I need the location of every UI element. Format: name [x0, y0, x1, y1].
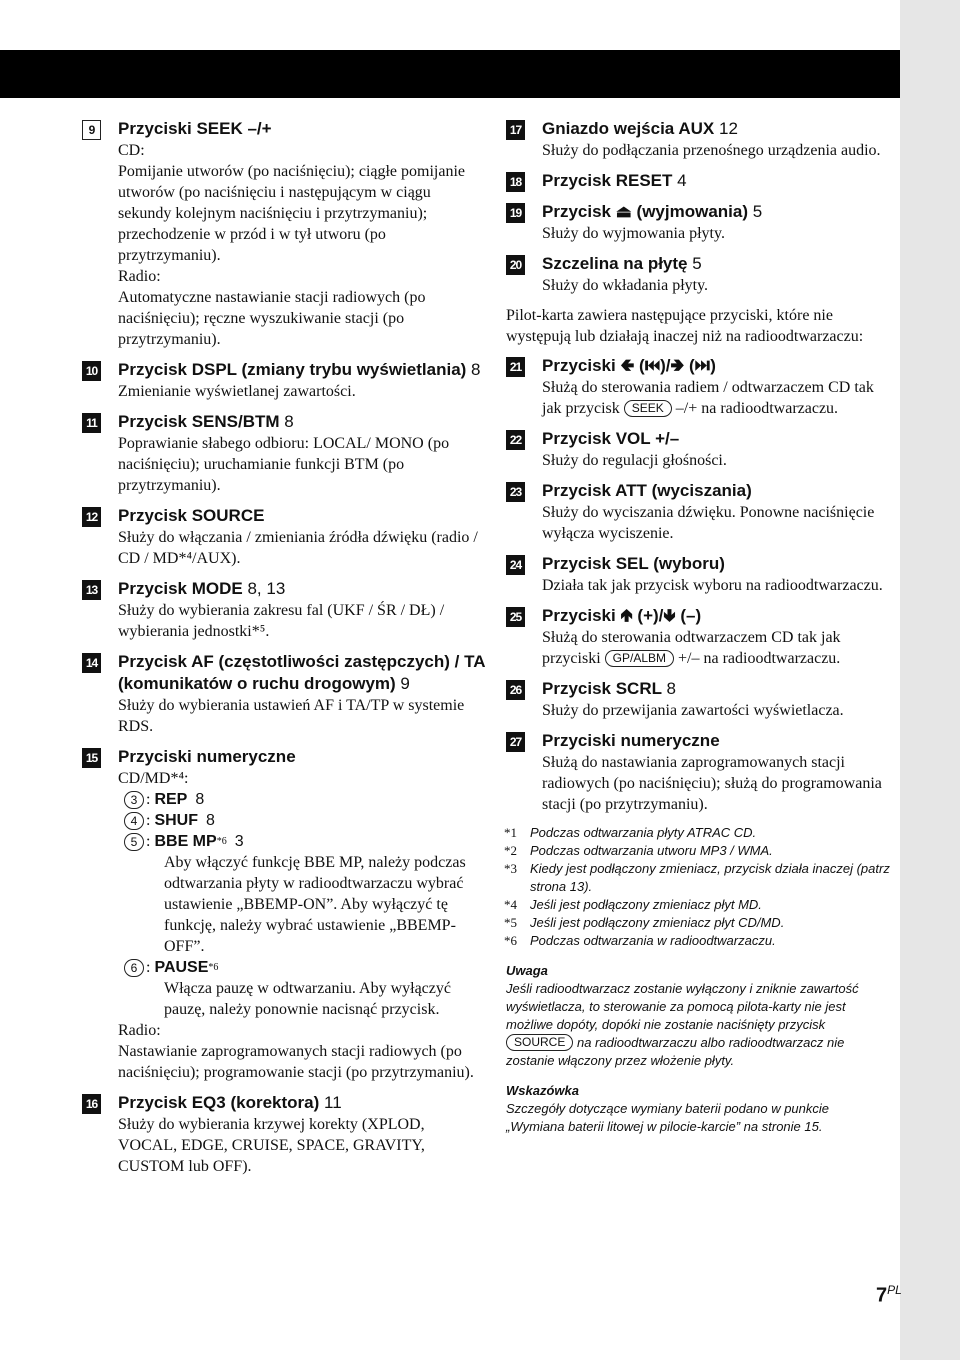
- item-title: Przyciski 🢁 (+)/🢃 (–): [542, 606, 702, 625]
- item-14: [82, 651, 487, 737]
- item-title: Przyciski 🢀 (⏮)/🢂 (⏭): [542, 356, 716, 375]
- next-track-icon: ⏭: [694, 356, 711, 375]
- item-text: Służy do wybierania krzywej korekty (XPLOD, VOCAL, EDGE, CRUISE, SPACE, GRAVITY, CUSTOM lub OFF).: [118, 1116, 425, 1175]
- left-column: [82, 118, 487, 1186]
- item-23: [506, 480, 891, 544]
- item-text: Służy do wkładania płyty.: [542, 277, 709, 294]
- sub-item-6: 6 : PAUSE *6 Włącza pauzę w odtwarzaniu. Aby wyłączyć pauzę, należy ponownie nacisnąć przycisk.: [124, 957, 487, 1020]
- side-tab: [900, 0, 960, 1360]
- key-6-icon: 6: [124, 959, 144, 977]
- sub-item-5: 5 : BBE MP *6 3 Aby włączyć funkcję BBE MP, należy podczas odtwarzania płyty w radioodtwarzaczu wybrać ustawienie „BBEMP-ON”. Aby wyłączyć tę funkcję, należy wybrać ustawienie „BBEMP-OFF”.: [124, 831, 487, 957]
- sub-label: BBE MP: [154, 833, 217, 850]
- item-text: Służą do nastawiania zaprogramowanych stacji radiowych (po naciśnięciu); służą do programowania stacji (po przytrzymaniu).: [542, 754, 882, 813]
- item-text: Służy do regulacji głośności.: [542, 452, 727, 469]
- section-label: CD:: [118, 142, 145, 159]
- item-17: [506, 118, 891, 161]
- item-title-text: Przycisk RESET: [542, 171, 673, 190]
- item-27: [506, 730, 891, 815]
- item-number: 11: [82, 413, 101, 433]
- item-19: [506, 201, 891, 244]
- item-9: [82, 118, 487, 350]
- item-16: [82, 1092, 487, 1177]
- item-text: Działa tak jak przycisk wyboru na radioodtwarzaczu.: [542, 577, 883, 594]
- key-4-icon: 4: [124, 812, 144, 830]
- item-title: [542, 201, 891, 223]
- page-number: $7^{PL}$: [876, 1283, 902, 1307]
- item-title-text: (wyjmowania): [636, 202, 748, 221]
- sub-label: PAUSE: [154, 959, 209, 976]
- item-20: [506, 253, 891, 296]
- item-24: [506, 553, 891, 596]
- section-label: CD/MD*⁴:: [118, 770, 189, 787]
- item-number: 25: [506, 607, 525, 627]
- item-text: Automatyczne nastawianie stacji radiowych (po naciśnięciu); ręczne wyszukiwanie stacji (po przytrzymaniu).: [118, 289, 426, 348]
- page-ref: 8: [195, 791, 205, 808]
- prev-track-icon: ⏮: [644, 356, 661, 375]
- item-text: Poprawianie słabego odbioru: LOCAL/ MONO (po naciśnięciu); uruchamianie funkcji BTM (po przytrzymaniu).: [118, 435, 450, 494]
- arrow-up-icon: 🢁: [620, 606, 633, 625]
- item-title: Przyciski numeryczne: [542, 731, 720, 750]
- item-title: [118, 578, 487, 600]
- item-title: [542, 170, 891, 192]
- arrow-right-icon: 🢂: [670, 356, 685, 375]
- item-13: [82, 578, 487, 642]
- item-number: 27: [506, 732, 525, 752]
- item-title-text: Przycisk SCRL: [542, 679, 662, 698]
- eject-icon: ⏏: [615, 202, 632, 221]
- tip-text: Szczegóły dotyczące wymiany baterii podano w punkcie „Wymiana baterii litowej w pilocie-karcie” na stronie 15.: [506, 1101, 830, 1134]
- item-11: [82, 411, 487, 496]
- item-number: 15: [82, 748, 101, 768]
- footnote: *2 Podczas odtwarzania utworu MP3 / WMA.: [504, 843, 773, 858]
- item-number: 23: [506, 482, 525, 502]
- arrow-down-icon: 🢃: [663, 606, 676, 625]
- section-label: Radio:: [118, 268, 161, 285]
- item-title: Przyciski SEEK –/+: [118, 119, 272, 138]
- item-text: Pomijanie utworów (po naciśnięciu); ciągłe pomijanie utworów (po naciśnięciu i następującym w ciągu sekundy kolejnym naciśnięciu i przytrzymaniu); przechodzenie w przód i w tył utworu (po przytrzymaniu).: [118, 163, 466, 264]
- gp-albm-button-icon: GP/ALBM: [605, 650, 674, 667]
- note-text: Jeśli radioodtwarzacz zostanie wyłączony i zniknie zawartość wyświetlacza, to sterowanie za pomocą pilota-karty nie jest możliwe dopóty, dopóki nie zostanie naciśnięty przycisk SOURCE na radioodtwarzaczu albo radioodtwarzacz nie zostanie włączony przez włożenie płyty.: [506, 981, 859, 1068]
- item-text: Zmienianie wyświetlanej zawartości.: [118, 383, 356, 400]
- item-text: Służą do sterowania radiem / odtwarzaczem CD tak jak przycisk SEEK –/+ na radioodtwarzaczu.: [542, 379, 874, 417]
- item-10: [82, 359, 487, 402]
- item-text: Służy do wyciszania dźwięku. Ponowne naciśnięcie wyłącza wyciszenie.: [542, 504, 875, 542]
- item-text: Służy do przewijania zawartości wyświetlacza.: [542, 702, 844, 719]
- page-ref: 8: [471, 360, 481, 379]
- item-number: 21: [506, 357, 525, 377]
- item-text: Służy do podłączania przenośnego urządzenia audio.: [542, 142, 881, 159]
- note-heading: Uwaga: [506, 963, 548, 978]
- item-number: 10: [82, 361, 101, 381]
- page-ref: 3: [234, 833, 244, 850]
- item-title: [542, 678, 891, 700]
- footnotes: [506, 824, 891, 950]
- item-text: Służy do wybierania zakresu fal (UKF / ŚR / DŁ) / wybierania jednostki*⁵.: [118, 602, 445, 640]
- item-26: [506, 678, 891, 721]
- page-ref: 5: [692, 254, 702, 273]
- page-suffix: PL: [887, 1283, 902, 1297]
- item-title: Przyciski numeryczne: [118, 747, 296, 766]
- item-title: [118, 1092, 487, 1114]
- page-ref: 4: [677, 171, 687, 190]
- page-ref: 8: [284, 412, 294, 431]
- page-ref: 5: [752, 202, 763, 221]
- item-25: [506, 605, 891, 669]
- item-number: 24: [506, 555, 525, 575]
- item-title: [542, 253, 891, 275]
- item-22: [506, 428, 891, 471]
- intro-paragraph: Pilot-karta zawiera następujące przyciski, które nie występują lub działają inaczej niż na radioodtwarzaczu:: [506, 307, 864, 345]
- item-title: [118, 651, 487, 695]
- page-ref: 8: [666, 679, 676, 698]
- page-ref: 9: [400, 674, 410, 693]
- page-ref: 8, 13: [247, 579, 286, 598]
- sub-text: Aby włączyć funkcję BBE MP, należy podczas odtwarzania płyty w radioodtwarzaczu wybrać ustawienie „BBEMP-ON”. Aby wyłączyć tę funkcję, należy wybrać ustawienie „BBEMP-OFF”.: [164, 854, 466, 955]
- key-3-icon: 3: [124, 791, 144, 809]
- item-title-text: Przycisk: [542, 202, 611, 221]
- item-title-text: Przycisk MODE: [118, 579, 243, 598]
- item-number: 9: [82, 120, 101, 140]
- item-title-text: Gniazdo wejścia AUX: [542, 119, 715, 138]
- item-number: 18: [506, 172, 525, 192]
- item-number: 20: [506, 255, 525, 275]
- page-ref: 11: [324, 1093, 342, 1112]
- key-5-icon: 5: [124, 833, 144, 851]
- page-ref: 12: [718, 119, 738, 138]
- tip-heading: Wskazówka: [506, 1083, 579, 1098]
- item-number: 16: [82, 1094, 101, 1114]
- item-title-text: Przycisk DSPL (zmiany trybu wyświetlania): [118, 360, 467, 379]
- item-number: 13: [82, 580, 101, 600]
- item-title-text: Przyciski: [542, 356, 616, 375]
- sub-item-3: 3 : REP 8: [124, 789, 487, 810]
- seek-button-icon: SEEK: [624, 400, 672, 417]
- header-bar: [0, 50, 900, 98]
- item-number: 19: [506, 203, 525, 223]
- item-number: 17: [506, 120, 525, 140]
- item-number: 12: [82, 507, 101, 527]
- item-title: [542, 118, 891, 140]
- item-number: 26: [506, 680, 525, 700]
- item-text: Służy do wybierania ustawień AF i TA/TP w systemie RDS.: [118, 697, 465, 735]
- item-21: [506, 355, 891, 419]
- item-title: [118, 359, 487, 381]
- sub-label: REP: [154, 791, 188, 808]
- item-18: [506, 170, 891, 192]
- item-15: [82, 746, 487, 1083]
- footnote: *5 Jeśli jest podłączony zmieniacz płyt CD/MD.: [504, 915, 785, 930]
- item-text: Służy do wyjmowania płyty.: [542, 225, 725, 242]
- section-label: Radio:: [118, 1022, 161, 1039]
- item-title-text: Przycisk EQ3 (korektora): [118, 1093, 320, 1112]
- page-ref: 8: [206, 812, 215, 829]
- footnote: *6 Podczas odtwarzania w radioodtwarzaczu.: [504, 933, 776, 948]
- item-title: [118, 411, 487, 433]
- sub-text: Włącza pauzę w odtwarzaniu. Aby wyłączyć pauzę, należy ponownie nacisnąć przycisk.: [164, 980, 451, 1018]
- right-column: [506, 118, 891, 1136]
- footnote: *3 Kiedy jest podłączony zmieniacz, przycisk działa inaczej (patrz strona 13).: [504, 861, 890, 894]
- item-title-text: Szczelina na płytę: [542, 254, 688, 273]
- item-title: Przycisk VOL +/–: [542, 429, 680, 448]
- item-title-text: Przycisk SENS/BTM: [118, 412, 280, 431]
- item-text: Służą do sterowania odtwarzaczem CD tak jak przyciski GP/ALBM +/– na radioodtwarzaczu.: [542, 629, 841, 667]
- footnote-ref: *6: [216, 836, 227, 847]
- source-button-icon: SOURCE: [506, 1034, 573, 1051]
- item-text: Nastawianie zaprogramowanych stacji radiowych (po naciśnięciu); programowanie stacji (po przytrzymaniu).: [118, 1043, 474, 1081]
- item-number: 14: [82, 653, 101, 673]
- item-12: [82, 505, 487, 569]
- sub-item-4: 4 : SHUF 8: [124, 810, 487, 831]
- arrow-left-icon: 🢀: [620, 356, 635, 375]
- footnote: *4 Jeśli jest podłączony zmieniacz płyt MD.: [504, 897, 762, 912]
- footnote: *1 Podczas odtwarzania płyty ATRAC CD.: [504, 825, 757, 840]
- item-number: 22: [506, 430, 525, 450]
- item-title-text: Przycisk AF (częstotliwości zastępczych) / TA (komunikatów o ruchu drogowym): [118, 652, 485, 693]
- item-text: Służy do włączania / zmieniania źródła dźwięku (radio / CD / MD*⁴/AUX).: [118, 529, 478, 567]
- sub-label: SHUF: [154, 812, 199, 829]
- item-title: Przycisk SEL (wyboru): [542, 554, 725, 573]
- footnote-ref: *6: [208, 962, 219, 973]
- item-title: Przycisk ATT (wyciszania): [542, 481, 752, 500]
- item-title: Przycisk SOURCE: [118, 506, 265, 525]
